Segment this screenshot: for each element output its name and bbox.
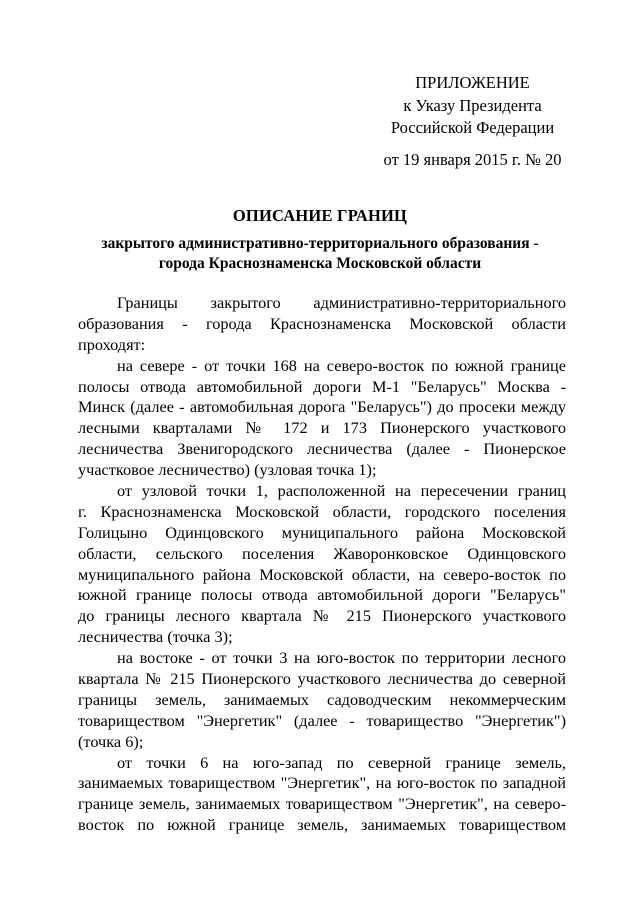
body-line: товариществом "Энергетик" (далее - товарищество "Энергетик") (78, 710, 566, 730)
body-line: лесными кварталами № 172 и 173 Пионерского участкового (78, 418, 566, 438)
appendix-decree-ref: к Указу Президента (403, 95, 542, 115)
body-line: полосы отвода автомобильной дороги М-1 "Беларусь" Москва - (78, 376, 566, 396)
subtitle-line-2: города Краснознаменска Московской области (158, 254, 482, 272)
body-line: Минск (далее - автомобильная дорога "Беларусь") до просеки между (78, 397, 566, 417)
body-line: участковое лесничество) (узловая точка 1); (78, 460, 377, 480)
body-line: Голицыно Одинцовского муниципального района Московской (78, 522, 566, 542)
body-line: лесничества (точка 3); (78, 627, 233, 647)
body-line: от точки 6 на юго-запад по северной границе земель, (117, 752, 566, 772)
body-line: лесничества Звенигородского лесничества (далее - Пионерское (78, 439, 566, 459)
document-title: ОПИСАНИЕ ГРАНИЦ (232, 206, 408, 225)
body-line: занимаемых товариществом "Энергетик", на юго-восток по западной (78, 773, 566, 793)
body-line: от узловой точки 1, расположенной на пересечении границ (117, 481, 566, 501)
appendix-date: от 19 января 2015 г. № 20 (383, 149, 562, 169)
document-subtitle (0, 234, 640, 273)
body-line: области, сельского поселения Жаворонковское Одинцовского (78, 543, 566, 563)
body-line: на востоке - от точки 3 на юго-восток по территории лесного (117, 648, 566, 668)
body-line: южной границе полосы отвода автомобильной дороги "Беларусь" (78, 585, 566, 605)
appendix-header (380, 72, 565, 171)
body-line: границы земель, занимаемых садоводческим некоммерческим (78, 689, 566, 709)
appendix-label: ПРИЛОЖЕНИЕ (415, 73, 530, 92)
body-line: г. Краснознаменска Московской области, городского поселения (78, 501, 566, 521)
body-line: проходят: (78, 334, 146, 354)
body-line: границе земель, занимаемых товариществом "Энергетик", на северо- (78, 794, 566, 814)
body-line: образования - города Краснознаменска Московской области (78, 313, 566, 333)
body-line: муниципального района Московской области, на северо-восток по (78, 564, 566, 584)
body-line: на севере - от точки 168 на северо-восток по южной границе (117, 355, 566, 375)
body-line: до границы лесного квартала № 215 Пионерского участкового (78, 606, 566, 626)
body-line: восток по южной границе земель, занимаемых товариществом (78, 815, 566, 835)
body-line: (точка 6); (78, 731, 144, 751)
subtitle-line-1: закрытого административно-территориального образования - (101, 235, 539, 252)
body-line: Границы закрытого административно-территориального (117, 293, 566, 312)
appendix-issuer: Российской Федерации (390, 118, 555, 137)
body-text (78, 293, 566, 836)
body-line: квартала № 215 Пионерского участкового лесничества до северной (78, 669, 566, 689)
